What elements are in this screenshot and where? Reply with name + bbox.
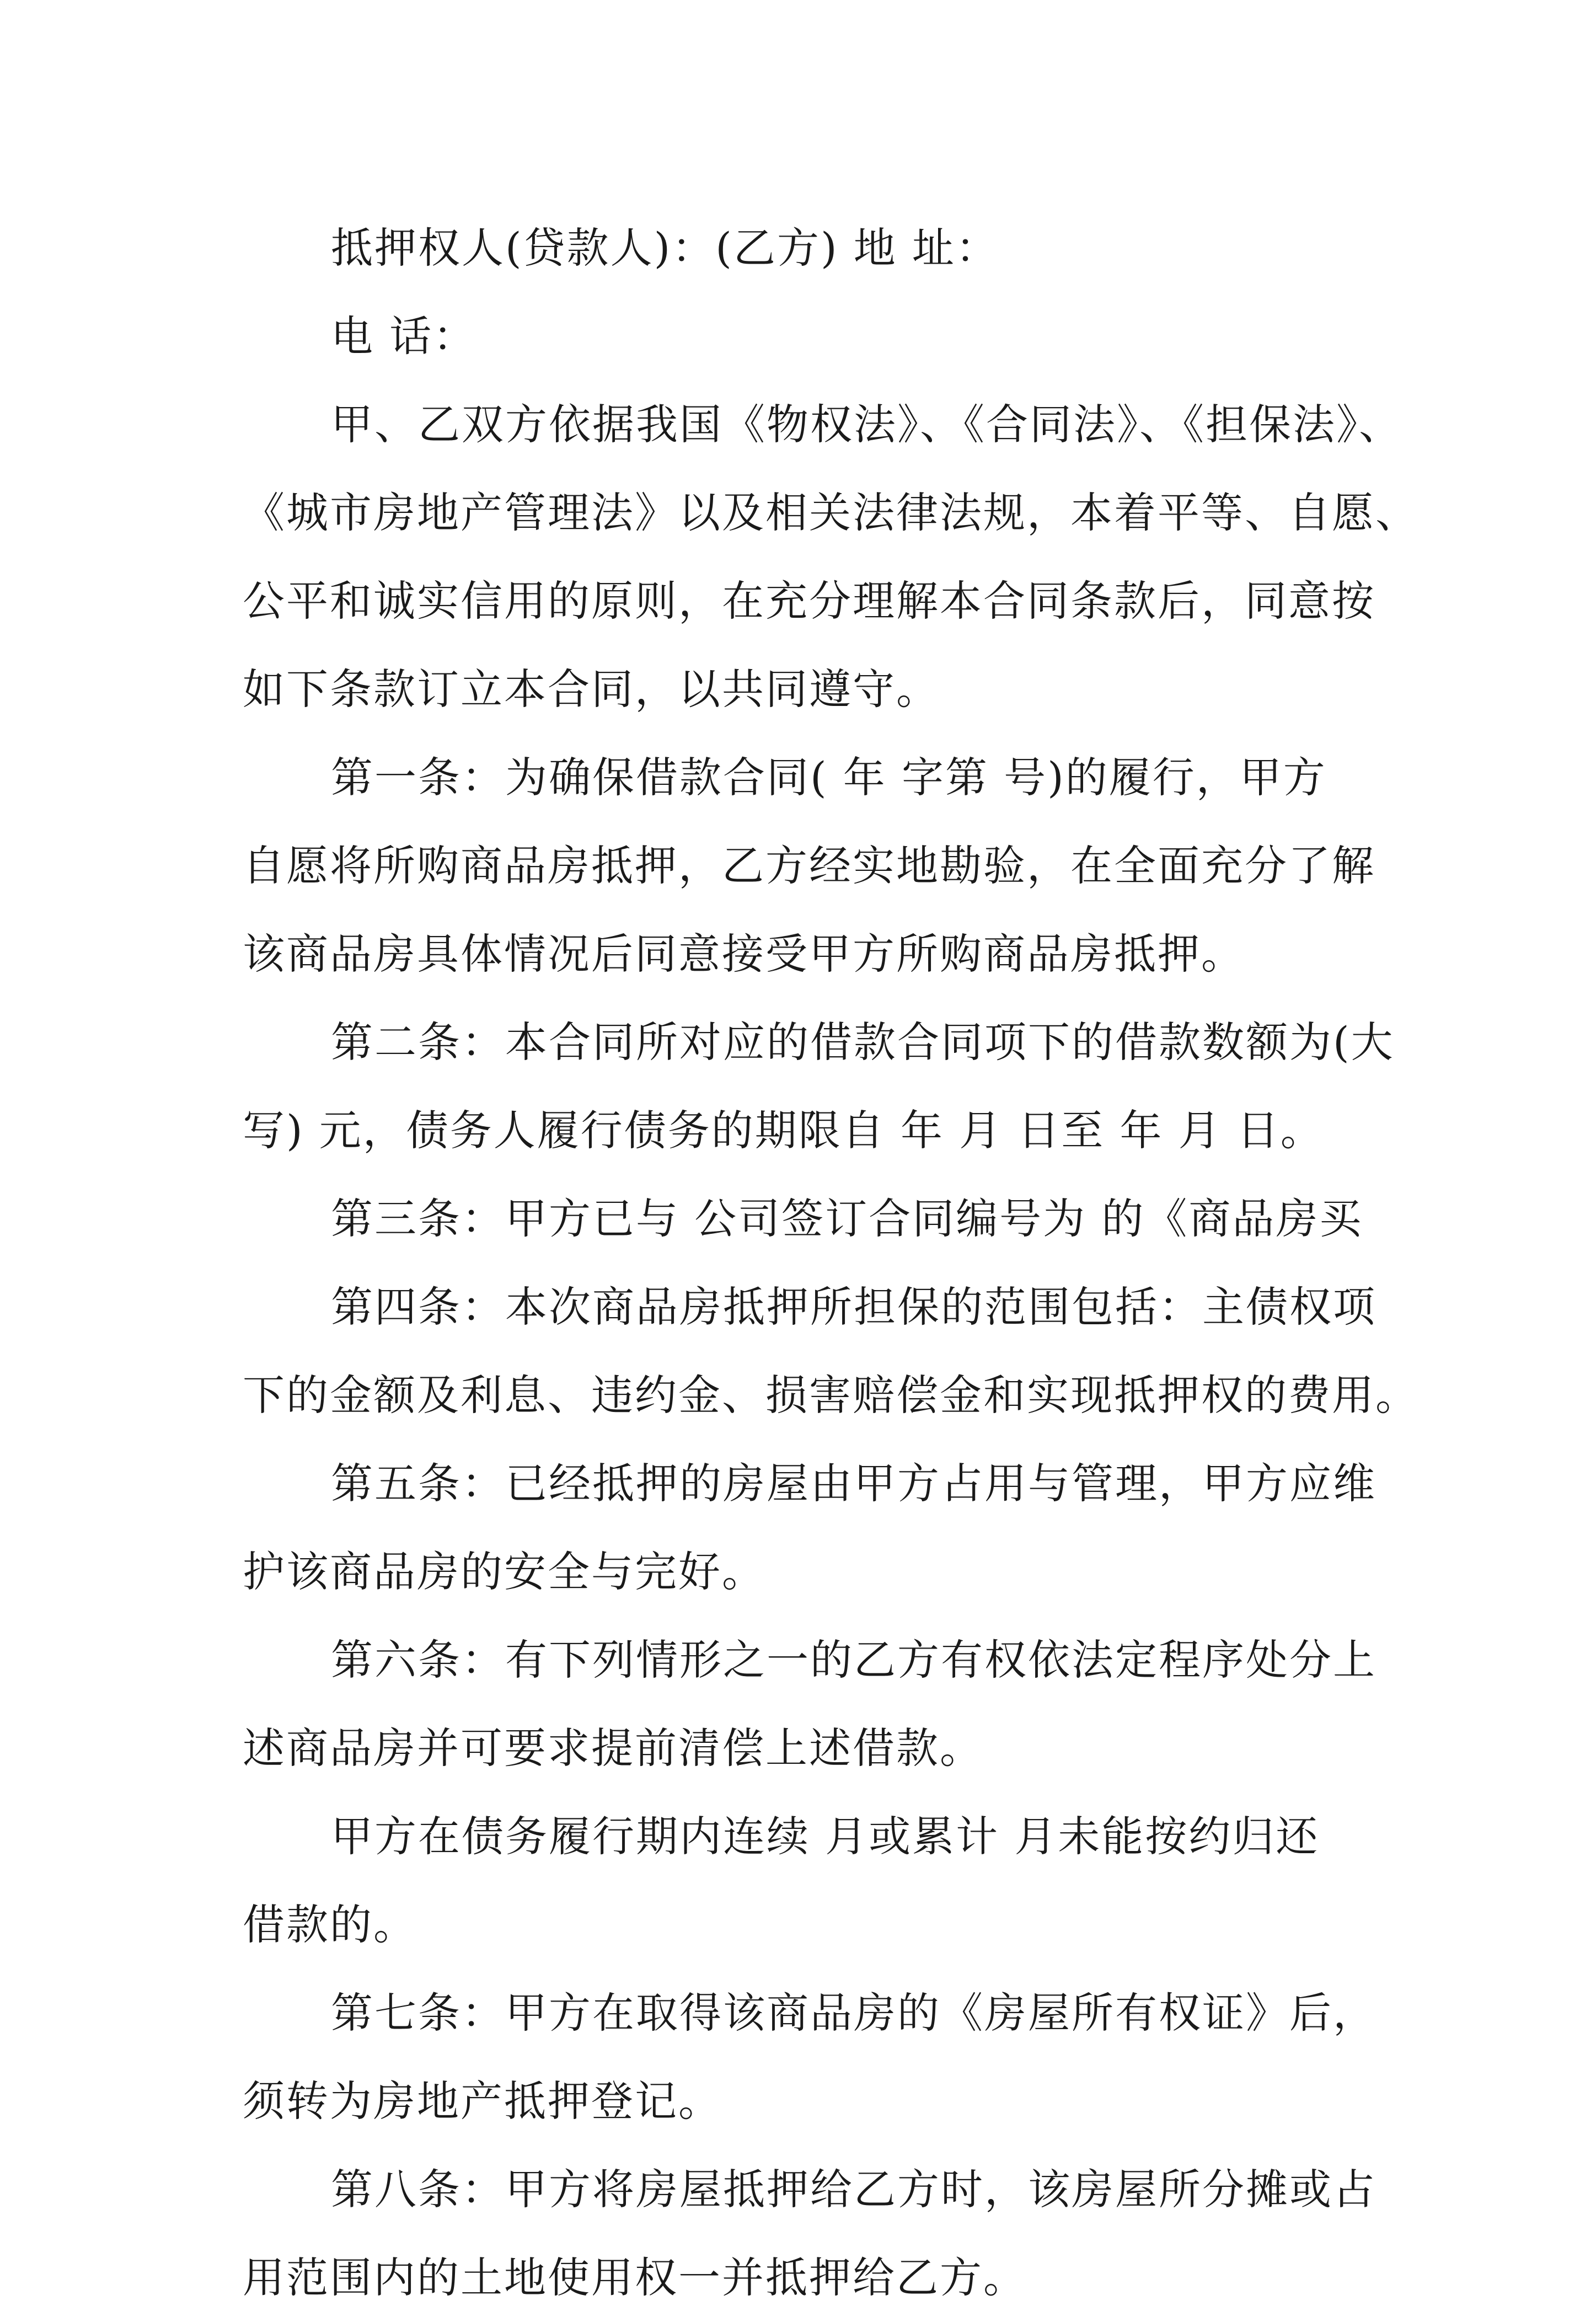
article-6-line-2: 述商品房并可要求提前清偿上述借款。 [243, 1724, 983, 1773]
article-8-line-1: 第八条：甲方将房屋抵押给乙方时，该房屋所分摊或占 [331, 2165, 1377, 2214]
article-3-line-1: 第三条：甲方已与 公司签订合同编号为 的《商品房买 [331, 1194, 1363, 1243]
article-1-line-3: 该商品房具体情况后同意接受甲方所购商品房抵押。 [243, 929, 1245, 978]
article-1-line-2: 自愿将所购商品房抵押，乙方经实地勘验，在全面充分了解 [243, 841, 1375, 890]
article-6-line-1: 第六条：有下列情形之一的乙方有权依法定程序处分上 [331, 1635, 1377, 1684]
article-6-item-line-1: 甲方在债务履行期内连续 月或累计 月未能按约归还 [331, 1812, 1320, 1861]
article-4-line-2: 下的金额及利息、违约金、损害赔偿金和实现抵押权的费用。 [243, 1371, 1419, 1420]
preamble-line-4: 如下条款订立本合同，以共同遵守。 [243, 665, 940, 714]
article-1-line-1: 第一条：为确保借款合同( 年 字第 号)的履行，甲方 [331, 753, 1327, 802]
preamble-line-1: 甲、乙双方依据我国《物权法》、《合同法》、《担保法》、 [331, 400, 1402, 449]
article-5-line-1: 第五条：已经抵押的房屋由甲方占用与管理，甲方应维 [331, 1459, 1377, 1508]
preamble-line-3: 公平和诚实信用的原则，在充分理解本合同条款后，同意按 [243, 576, 1375, 625]
article-5-line-2: 护该商品房的安全与完好。 [243, 1547, 765, 1596]
article-2-line-1: 第二条：本合同所对应的借款合同项下的借款数额为(大 [331, 1018, 1395, 1067]
phone-line: 电 话： [331, 312, 477, 361]
contract-page [243, 204, 1419, 2322]
article-8-line-2: 用范围内的土地使用权一并抵押给乙方。 [243, 2253, 1027, 2302]
article-7-line-2: 须转为房地产抵押登记。 [243, 2077, 722, 2126]
article-2-line-2: 写) 元，债务人履行债务的期限自 年 月 日至 年 月 日。 [243, 1106, 1324, 1155]
article-7-line-1: 第七条：甲方在取得该商品房的《房屋所有权证》后， [331, 1988, 1377, 2037]
mortgagee-line: 抵押权人(贷款人)：(乙方) 地 址： [331, 223, 999, 272]
article-4-line-1: 第四条：本次商品房抵押所担保的范围包括：主债权项 [331, 1282, 1377, 1331]
article-6-item-line-2: 借款的。 [243, 1900, 417, 1949]
preamble-line-2: 《城市房地产管理法》以及相关法律法规，本着平等、自愿、 [243, 488, 1419, 537]
